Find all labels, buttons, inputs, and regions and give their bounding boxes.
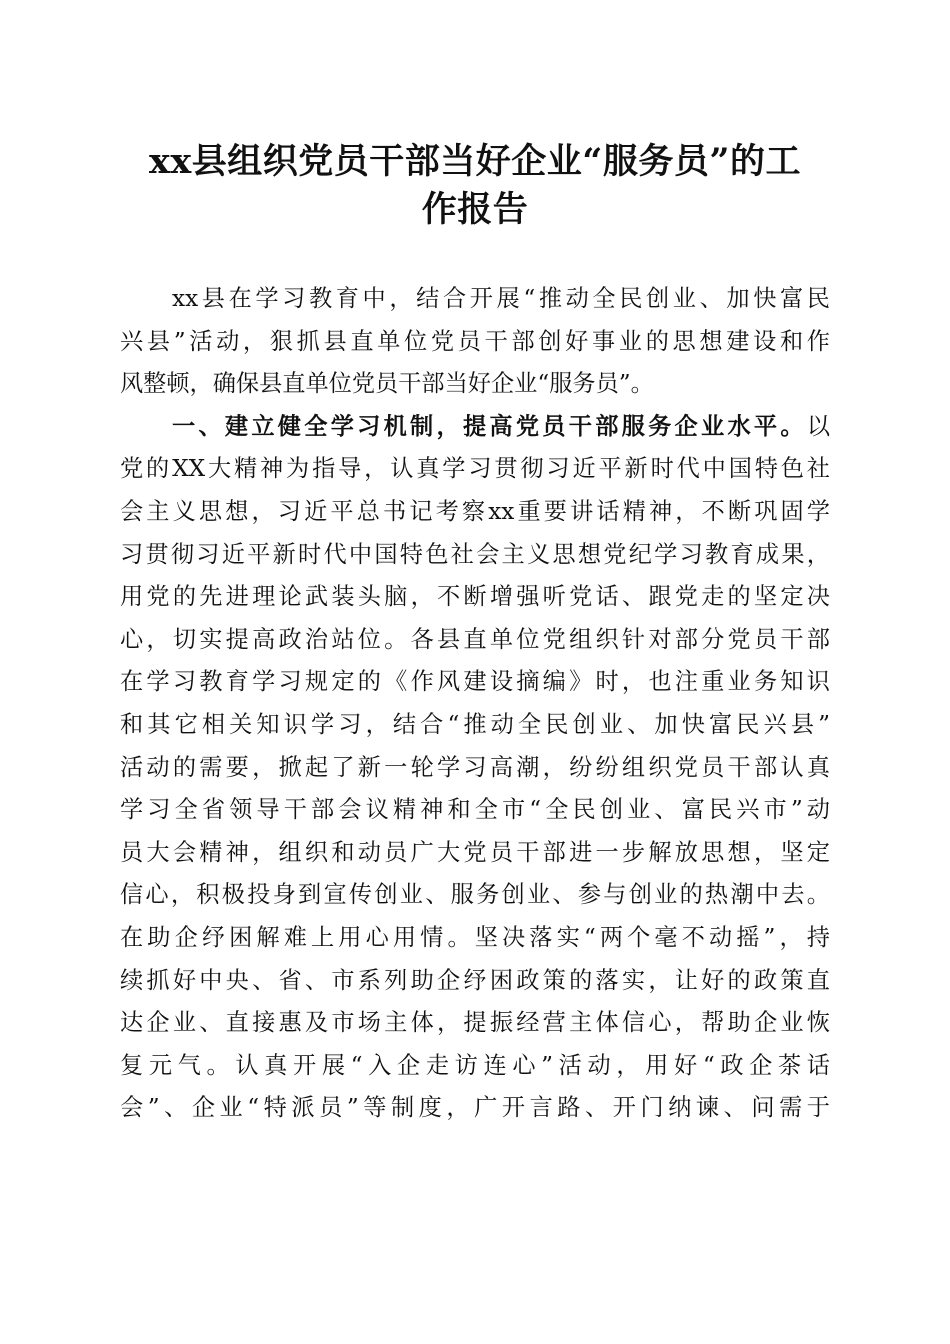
paragraph-line: 达企业、直接惠及市场主体，提振经营主体信心，帮助企业恢 [120,1009,830,1037]
paragraph-line: 会主义思想，习近平总书记考察xx重要讲话精神，不断巩固学 [120,497,830,525]
document-body [120,278,830,1130]
paragraph-line: 风整顿，确保县直单位党员干部当好企业“服务员”。 [120,370,654,398]
paragraph-line: 习贯彻习近平新时代中国特色社会主义思想党纪学习教育成果， [120,540,830,568]
paragraph-line: 活动的需要，掀起了新一轮学习高潮，纷纷组织党员干部认真 [120,753,830,781]
paragraph-line: 续抓好中央、省、市系列助企纾困政策的落实，让好的政策直 [120,966,830,994]
paragraph-line: 在学习教育学习规定的《作风建设摘编》时，也注重业务知识 [120,668,830,696]
paragraph-line: 兴县”活动，狠抓县直单位党员干部创好事业的思想建设和作 [120,327,830,355]
paragraph-line: 学习全省领导干部会议精神和全市“全民创业、富民兴市”动 [120,796,830,824]
paragraph-section-1 [120,406,830,1130]
paragraph-line: 信心，积极投身到宣传创业、服务创业、参与创业的热潮中去。 [120,881,830,909]
paragraph-intro [120,278,830,406]
paragraph-line: 在助企纾困解难上用心用情。坚决落实“两个毫不动摇”，持 [120,923,830,951]
paragraph-line: 心，切实提高政治站位。各县直单位党组织针对部分党员干部 [120,625,830,653]
section-heading-continuation: 以 [806,412,830,440]
title-line-2: 作报告 [421,189,529,230]
paragraph-line: 会”、企业“特派员”等制度，广开言路、开门纳谏、问需于 [120,1094,830,1122]
section-heading: 一、建立健全学习机制，提高党员干部服务企业水平。 [172,412,807,440]
title-line-1: xx县组织党员干部当好企业“服务员”的工 [149,141,801,182]
paragraph-line: xx县在学习教育中，结合开展“推动全民创业、加快富民 [172,285,830,312]
section-first-line [120,406,830,449]
paragraph-line: 用党的先进理论武装头脑，不断增强听党话、跟党走的坚定决 [120,583,830,611]
paragraph-line: 员大会精神，组织和动员广大党员干部进一步解放思想，坚定 [120,838,830,866]
paragraph-line: 党的XX大精神为指导，认真学习贯彻习近平新时代中国特色社 [120,455,830,483]
paragraph-line: 复元气。认真开展“入企走访连心”活动，用好“政企茶话 [120,1051,830,1079]
paragraph-line: 和其它相关知识学习，结合“推动全民创业、加快富民兴县” [120,710,830,738]
document-title [120,138,830,234]
